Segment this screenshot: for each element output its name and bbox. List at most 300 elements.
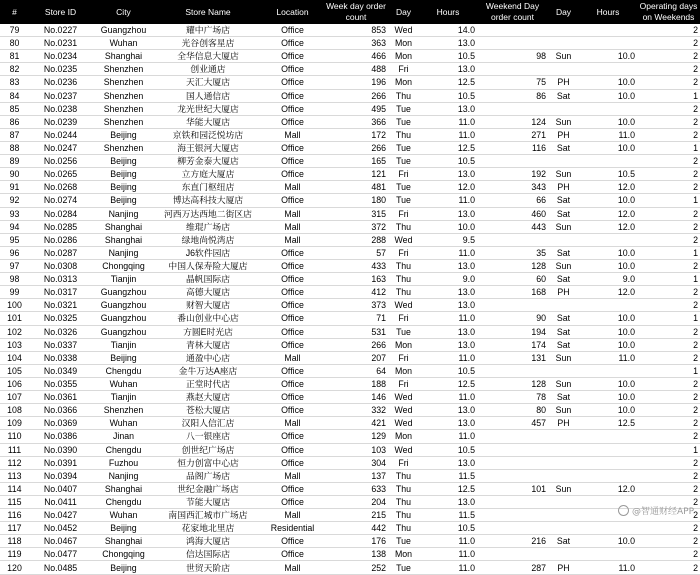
cell-weekend-order-count: 443 [477,220,548,233]
cell-weekend-hours: 12.0 [579,482,637,495]
cell-weekday-order-count: 138 [324,548,388,561]
cell-weekend-order-count [477,456,548,469]
cell-store-name: J6软件园店 [155,246,261,259]
cell-location: Office [261,312,324,325]
cell-weekday-day: Thu [388,89,419,102]
cell-location: Mall [261,509,324,522]
cell-weekend-hours: 10.0 [579,89,637,102]
cell-location: Office [261,443,324,456]
cell-weekend-day: Sun [548,168,579,181]
cell-weekday-day: Tue [388,115,419,128]
table-row [0,443,700,456]
cell-weekend-hours [579,430,637,443]
cell-weekday-order-count: 633 [324,482,388,495]
cell-location: Office [261,535,324,548]
cell-row-num: 84 [0,89,29,102]
cell-weekend-order-count: 460 [477,207,548,220]
cell-location: Mall [261,561,324,574]
cell-operating-days: 2 [637,509,700,522]
cell-weekend-hours: 10.0 [579,115,637,128]
cell-store-name: 维琨广场店 [155,220,261,233]
cell-weekend-day: Sat [548,273,579,286]
cell-weekday-day: Fri [388,351,419,364]
cell-row-num: 81 [0,50,29,63]
cell-weekend-hours: 10.0 [579,76,637,89]
cell-weekday-order-count: 172 [324,128,388,141]
cell-weekday-hours: 11.5 [419,509,477,522]
cell-store-name: 苍松大厦店 [155,404,261,417]
cell-weekday-order-count: 481 [324,181,388,194]
cell-store-id: No.0337 [29,338,92,351]
cell-operating-days: 2 [637,128,700,141]
cell-weekday-order-count: 57 [324,246,388,259]
cell-location: Mall [261,233,324,246]
cell-row-num: 86 [0,115,29,128]
cell-store-id: No.0313 [29,273,92,286]
table-row [0,351,700,364]
cell-weekday-hours: 9.5 [419,233,477,246]
cell-store-id: No.0477 [29,548,92,561]
cell-weekend-hours: 10.0 [579,377,637,390]
cell-weekend-hours [579,456,637,469]
cell-weekday-hours: 12.5 [419,482,477,495]
cell-weekday-day: Fri [388,168,419,181]
cell-store-name: 博达高科技大厦店 [155,194,261,207]
cell-weekday-day: Mon [388,548,419,561]
cell-city: Beijing [92,561,155,574]
cell-city: Beijing [92,181,155,194]
cell-weekend-order-count: 216 [477,535,548,548]
cell-store-id: No.0308 [29,259,92,272]
cell-operating-days: 1 [637,194,700,207]
cell-row-num: 108 [0,404,29,417]
table-row [0,509,700,522]
cell-weekday-hours: 10.5 [419,50,477,63]
cell-weekend-hours: 10.0 [579,312,637,325]
cell-city: Chongqing [92,548,155,561]
cell-store-name: 鸿海大厦店 [155,535,261,548]
cell-operating-days: 2 [637,181,700,194]
cell-weekday-hours: 13.0 [419,456,477,469]
cell-location: Office [261,115,324,128]
cell-weekend-hours: 12.0 [579,286,637,299]
watermark-logo-icon [618,505,629,516]
cell-row-num: 105 [0,364,29,377]
table-row [0,417,700,430]
cell-weekend-day: Sat [548,194,579,207]
cell-weekday-day: Wed [388,233,419,246]
cell-location: Office [261,259,324,272]
cell-store-id: No.0227 [29,24,92,37]
cell-weekend-hours: 10.0 [579,259,637,272]
cell-weekend-day: Sun [548,220,579,233]
cell-weekend-day: Sat [548,89,579,102]
cell-store-name: 中国人保寿险大厦店 [155,259,261,272]
cell-store-name: 花家地北里店 [155,522,261,535]
cell-operating-days: 2 [637,417,700,430]
cell-weekend-hours: 12.0 [579,220,637,233]
cell-operating-days: 2 [637,548,700,561]
cell-store-id: No.0361 [29,391,92,404]
cell-operating-days: 2 [637,377,700,390]
cell-location: Office [261,37,324,50]
cell-city: Beijing [92,194,155,207]
cell-weekend-day: PH [548,76,579,89]
cell-store-id: No.0411 [29,495,92,508]
cell-store-id: No.0274 [29,194,92,207]
table-body [0,24,700,574]
cell-weekday-day: Tue [388,102,419,115]
cell-weekday-order-count: 531 [324,325,388,338]
cell-weekday-order-count: 421 [324,417,388,430]
cell-weekday-day: Thu [388,128,419,141]
cell-operating-days: 2 [637,259,700,272]
cell-operating-days: 2 [637,50,700,63]
cell-weekend-order-count: 192 [477,168,548,181]
cell-weekend-day: Sat [548,325,579,338]
cell-weekday-hours: 10.5 [419,364,477,377]
cell-operating-days: 1 [637,89,700,102]
cell-weekday-day: Wed [388,299,419,312]
cell-weekend-day [548,24,579,37]
cell-weekend-order-count: 101 [477,482,548,495]
cell-weekend-day [548,548,579,561]
cell-location: Office [261,364,324,377]
cell-weekend-order-count: 194 [477,325,548,338]
cell-store-name: 金牛万达A座店 [155,364,261,377]
cell-weekday-order-count: 315 [324,207,388,220]
cell-store-id: No.0390 [29,443,92,456]
cell-weekend-day [548,522,579,535]
cell-location: Office [261,495,324,508]
cell-weekend-day: Sun [548,259,579,272]
cell-location: Office [261,63,324,76]
cell-store-id: No.0287 [29,246,92,259]
cell-store-id: No.0349 [29,364,92,377]
cell-operating-days: 2 [637,535,700,548]
cell-weekend-day [548,299,579,312]
cell-operating-days: 2 [637,115,700,128]
cell-weekday-order-count: 373 [324,299,388,312]
cell-row-num: 87 [0,128,29,141]
cell-weekday-hours: 11.0 [419,561,477,574]
cell-row-num: 110 [0,430,29,443]
cell-location: Office [261,168,324,181]
cell-weekend-hours: 10.0 [579,325,637,338]
table-row [0,286,700,299]
col-header-weekday-count: Week day order count [324,0,388,24]
table-row [0,76,700,89]
cell-row-num: 85 [0,102,29,115]
cell-city: Guangzhou [92,24,155,37]
cell-weekend-day [548,495,579,508]
cell-weekday-day: Wed [388,24,419,37]
watermark [618,504,694,517]
cell-weekday-order-count: 215 [324,509,388,522]
cell-operating-days: 2 [637,456,700,469]
cell-weekend-order-count: 35 [477,246,548,259]
cell-operating-days: 2 [637,76,700,89]
cell-store-name: 方圆E时光店 [155,325,261,338]
table-row [0,299,700,312]
cell-weekend-order-count: 271 [477,128,548,141]
table-row [0,522,700,535]
cell-weekday-hours: 13.0 [419,299,477,312]
cell-location: Office [261,273,324,286]
cell-weekday-order-count: 196 [324,76,388,89]
table-row [0,50,700,63]
cell-city: Shanghai [92,482,155,495]
cell-weekday-order-count: 64 [324,364,388,377]
cell-weekday-order-count: 266 [324,141,388,154]
cell-weekday-order-count: 165 [324,155,388,168]
cell-city: Nanjing [92,207,155,220]
cell-weekend-day [548,37,579,50]
cell-operating-days: 2 [637,207,700,220]
cell-weekend-hours: 10.0 [579,404,637,417]
cell-weekday-order-count: 366 [324,115,388,128]
cell-weekend-hours: 10.0 [579,391,637,404]
cell-row-num: 106 [0,377,29,390]
cell-store-name: 汉阳人信汇店 [155,417,261,430]
cell-weekday-day: Tue [388,561,419,574]
cell-weekend-day [548,509,579,522]
cell-store-name: 南国西汇城市广场店 [155,509,261,522]
col-header-store-id: Store ID [29,0,92,24]
cell-weekday-order-count: 188 [324,377,388,390]
cell-store-name: 青林大厦店 [155,338,261,351]
cell-store-name: 京铁和园泛悦坊店 [155,128,261,141]
col-header-operating-days: Operating days on Weekends [637,0,700,24]
cell-operating-days: 2 [637,522,700,535]
cell-weekday-order-count: 103 [324,443,388,456]
cell-weekday-day: Thu [388,273,419,286]
cell-location: Mall [261,469,324,482]
cell-store-name: 立方庭大厦店 [155,168,261,181]
cell-weekday-hours: 10.5 [419,89,477,102]
cell-location: Mall [261,417,324,430]
cell-store-id: No.0427 [29,509,92,522]
cell-weekend-hours [579,63,637,76]
cell-weekend-order-count [477,509,548,522]
cell-city: Guangzhou [92,299,155,312]
cell-weekend-hours: 11.0 [579,561,637,574]
cell-operating-days: 1 [637,141,700,154]
cell-row-num: 80 [0,37,29,50]
cell-store-id: No.0321 [29,299,92,312]
cell-weekend-hours [579,24,637,37]
cell-weekday-hours: 9.0 [419,273,477,286]
cell-weekday-order-count: 332 [324,404,388,417]
cell-operating-days: 1 [637,312,700,325]
cell-row-num: 82 [0,63,29,76]
table-row [0,102,700,115]
cell-operating-days: 2 [637,561,700,574]
cell-weekday-day: Fri [388,246,419,259]
col-header-weekday-hours: Hours [419,0,477,24]
cell-row-num: 89 [0,155,29,168]
cell-store-name: 世纪金融广场店 [155,482,261,495]
cell-location: Office [261,76,324,89]
cell-weekday-order-count: 488 [324,63,388,76]
cell-weekend-hours: 11.0 [579,351,637,364]
cell-store-id: No.0407 [29,482,92,495]
table-row [0,561,700,574]
cell-operating-days: 2 [637,482,700,495]
table-row [0,207,700,220]
cell-city: Shenzhen [92,115,155,128]
cell-weekend-order-count [477,63,548,76]
cell-weekend-hours [579,364,637,377]
cell-weekday-hours: 12.0 [419,181,477,194]
cell-location: Mall [261,128,324,141]
cell-weekend-day: Sun [548,482,579,495]
cell-store-id: No.0239 [29,115,92,128]
cell-weekend-order-count: 78 [477,391,548,404]
cell-store-name: 东直门枢纽店 [155,181,261,194]
cell-location: Mall [261,181,324,194]
cell-location: Office [261,482,324,495]
table-row [0,456,700,469]
cell-city: Tianjin [92,391,155,404]
cell-weekday-hours: 12.5 [419,141,477,154]
cell-location: Office [261,299,324,312]
cell-operating-days: 2 [637,37,700,50]
cell-weekday-day: Thu [388,286,419,299]
cell-city: Shenzhen [92,404,155,417]
col-header-weekend-day: Day [548,0,579,24]
cell-weekend-order-count: 80 [477,404,548,417]
cell-operating-days: 1 [637,246,700,259]
table-header-row [0,0,700,24]
cell-location: Office [261,89,324,102]
cell-store-id: No.0247 [29,141,92,154]
table-row [0,391,700,404]
cell-row-num: 83 [0,76,29,89]
table-row [0,273,700,286]
cell-city: Chengdu [92,443,155,456]
cell-weekday-hours: 10.5 [419,155,477,168]
cell-store-name: 高德大厦店 [155,286,261,299]
cell-store-name: 河西万达西地二街区店 [155,207,261,220]
cell-store-id: No.0238 [29,102,92,115]
cell-store-id: No.0467 [29,535,92,548]
cell-city: Jinan [92,430,155,443]
cell-weekday-order-count: 137 [324,469,388,482]
table-row [0,115,700,128]
cell-weekday-order-count: 252 [324,561,388,574]
table-row [0,259,700,272]
cell-weekend-hours: 10.0 [579,50,637,63]
cell-row-num: 115 [0,495,29,508]
cell-weekday-day: Wed [388,443,419,456]
cell-operating-days: 2 [637,102,700,115]
table-row [0,194,700,207]
cell-weekday-hours: 10.5 [419,522,477,535]
cell-weekday-day: Tue [388,535,419,548]
cell-weekday-order-count: 146 [324,391,388,404]
cell-city: Guangzhou [92,325,155,338]
cell-operating-days: 2 [637,299,700,312]
cell-weekday-day: Thu [388,522,419,535]
cell-weekday-day: Mon [388,50,419,63]
cell-store-id: No.0366 [29,404,92,417]
cell-weekday-order-count: 466 [324,50,388,63]
table-row [0,168,700,181]
cell-weekend-day: Sun [548,404,579,417]
cell-store-name: 八一银座店 [155,430,261,443]
cell-weekday-hours: 13.0 [419,417,477,430]
cell-weekend-day: PH [548,417,579,430]
cell-weekend-order-count: 131 [477,351,548,364]
cell-row-num: 95 [0,233,29,246]
cell-city: Shanghai [92,233,155,246]
cell-weekend-hours: 11.0 [579,128,637,141]
cell-weekday-day: Tue [388,181,419,194]
cell-row-num: 114 [0,482,29,495]
col-header-weekend-hours: Hours [579,0,637,24]
cell-weekday-hours: 13.0 [419,102,477,115]
cell-weekday-day: Mon [388,76,419,89]
cell-weekend-day: Sat [548,338,579,351]
cell-weekday-hours: 12.5 [419,76,477,89]
cell-weekday-day: Wed [388,417,419,430]
cell-weekend-day [548,469,579,482]
cell-weekend-day [548,443,579,456]
table-row [0,233,700,246]
cell-row-num: 113 [0,469,29,482]
cell-row-num: 97 [0,259,29,272]
cell-row-num: 98 [0,273,29,286]
cell-city: Wuhan [92,37,155,50]
cell-location: Office [261,338,324,351]
table-row [0,63,700,76]
cell-city: Shenzhen [92,76,155,89]
cell-operating-days: 2 [637,391,700,404]
cell-store-name: 天汇大厦店 [155,76,261,89]
cell-store-id: No.0285 [29,220,92,233]
cell-location: Office [261,430,324,443]
cell-weekend-day: Sun [548,377,579,390]
cell-weekday-hours: 11.0 [419,391,477,404]
cell-row-num: 120 [0,561,29,574]
table-row [0,312,700,325]
cell-store-id: No.0265 [29,168,92,181]
cell-weekday-order-count: 180 [324,194,388,207]
cell-store-name: 世贸天阶店 [155,561,261,574]
cell-store-name: 龙光世纪大厦店 [155,102,261,115]
cell-row-num: 119 [0,548,29,561]
cell-weekday-order-count: 372 [324,220,388,233]
cell-weekday-hours: 13.0 [419,63,477,76]
cell-weekend-hours: 10.0 [579,141,637,154]
cell-row-num: 96 [0,246,29,259]
cell-location: Mall [261,207,324,220]
cell-row-num: 94 [0,220,29,233]
cell-weekday-day: Thu [388,495,419,508]
cell-operating-days: 2 [637,155,700,168]
cell-weekday-hours: 13.0 [419,404,477,417]
cell-operating-days: 2 [637,220,700,233]
cell-weekend-hours [579,548,637,561]
cell-city: Tianjin [92,273,155,286]
cell-store-id: No.0355 [29,377,92,390]
cell-operating-days: 1 [637,443,700,456]
cell-weekend-hours: 12.0 [579,181,637,194]
col-header-store-name: Store Name [155,0,261,24]
cell-weekday-day: Tue [388,155,419,168]
cell-weekday-hours: 11.0 [419,548,477,561]
